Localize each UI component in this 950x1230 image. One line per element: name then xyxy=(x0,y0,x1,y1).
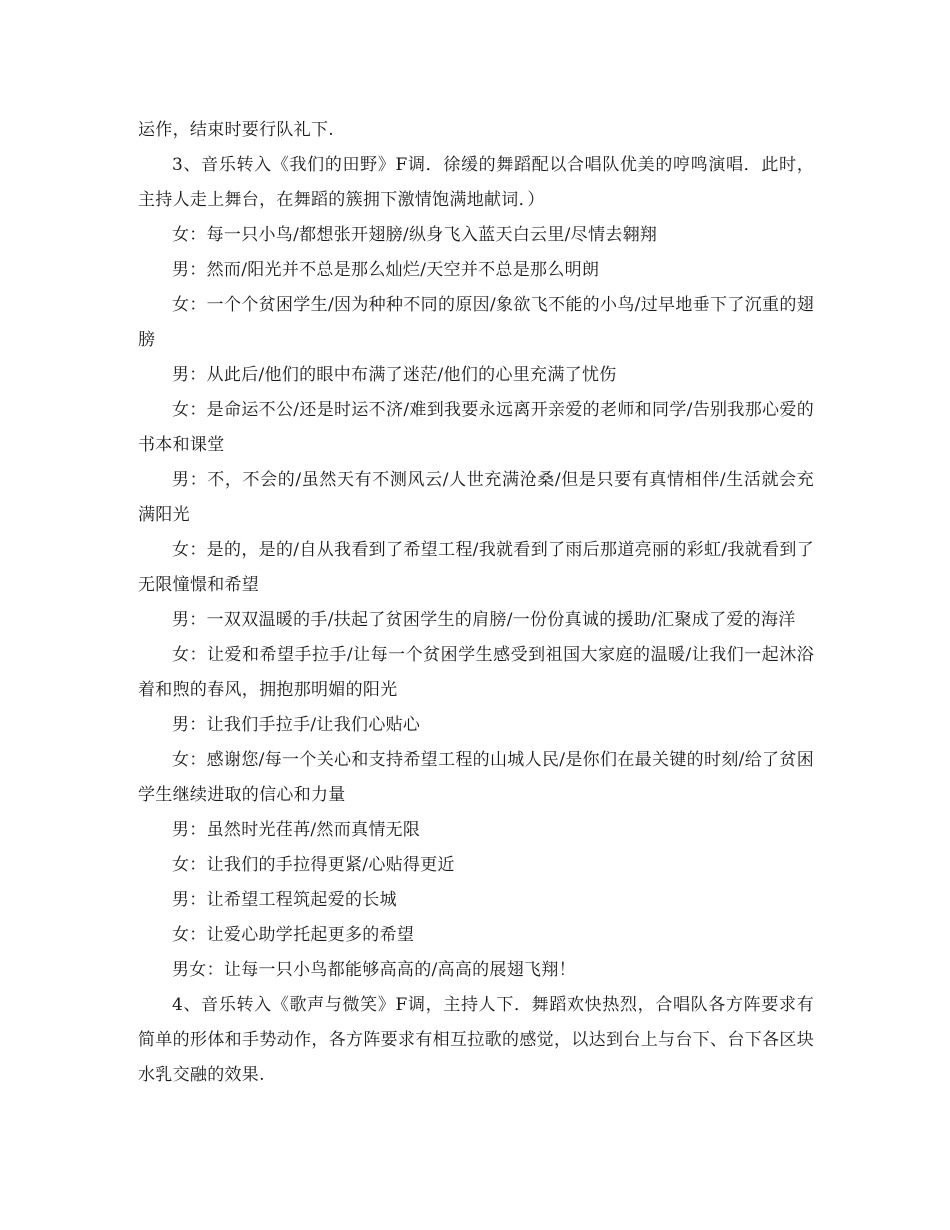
dialogue-line: 男：一双双温暖的手/扶起了贫困学生的肩膀/一份份真诚的援助/汇聚成了爱的海洋 xyxy=(172,610,796,630)
dialogue-line: 男：让希望工程筑起爱的长城 xyxy=(172,890,397,910)
dialogue-line: 男：然而/阳光并不总是那么灿烂/天空并不总是那么明朗 xyxy=(172,260,600,280)
paragraph-section-3: 3、音乐转入《我们的田野》F调．徐缓的舞蹈配以合唱队优美的哼鸣演唱．此时，主持人走上舞台，在舞蹈的簇拥下激情饱满地献词．） xyxy=(138,155,814,210)
paragraph-section-4: 4、音乐转入《歌声与微笑》F调，主持人下．舞蹈欢快热烈，合唱队各方阵要求有简单的形体和手势动作，各方阵要求有相互拉歌的感觉，以达到台上与台下、台下各区块水乳交融的效果. xyxy=(138,995,814,1085)
dialogue-line: 男女：让每一只小鸟都能够高高的/高高的展翅飞翔！ xyxy=(172,960,576,980)
dialogue-line: 男：从此后/他们的眼中布满了迷茫/他们的心里充满了忧伤 xyxy=(172,365,617,385)
dialogue-line: 女：是的，是的/自从我看到了希望工程/我就看到了雨后那道亮丽的彩虹/我就看到了无限憧憬和希望 xyxy=(138,540,814,595)
dialogue-line: 女：每一只小鸟/都想张开翅膀/纵身飞入蓝天白云里/尽情去翱翔 xyxy=(172,225,658,245)
dialogue-line: 女：让爱和希望手拉手/让每一个贫困学生感受到祖国大家庭的温暖/让我们一起沐浴着和煦的春风，拥抱那明媚的阳光 xyxy=(138,645,814,700)
dialogue-line: 男：让我们手拉手/让我们心贴心 xyxy=(172,715,421,735)
dialogue-line: 男：虽然时光荏苒/然而真情无限 xyxy=(172,820,421,840)
document-body xyxy=(138,113,814,1093)
paragraph-continuation: 运作，结束时要行队礼下. xyxy=(138,120,335,140)
dialogue-line: 男：不，不会的/虽然天有不测风云/人世充满沧桑/但是只要有真情相伴/生活就会充满阳光 xyxy=(138,470,814,525)
dialogue-line: 女：感谢您/每一个关心和支持希望工程的山城人民/是你们在最关键的时刻/给了贫困学生继续进取的信心和力量 xyxy=(138,750,814,805)
dialogue-line: 女：一个个贫困学生/因为种种不同的原因/象欲飞不能的小鸟/过早地垂下了沉重的翅膀 xyxy=(138,295,814,350)
dialogue-line: 女：是命运不公/还是时运不济/难到我要永远离开亲爱的老师和同学/告别我那心爱的书本和课堂 xyxy=(138,400,814,455)
dialogue-line: 女：让爱心助学托起更多的希望 xyxy=(172,925,415,945)
dialogue-line: 女：让我们的手拉得更紧/心贴得更近 xyxy=(172,855,455,875)
